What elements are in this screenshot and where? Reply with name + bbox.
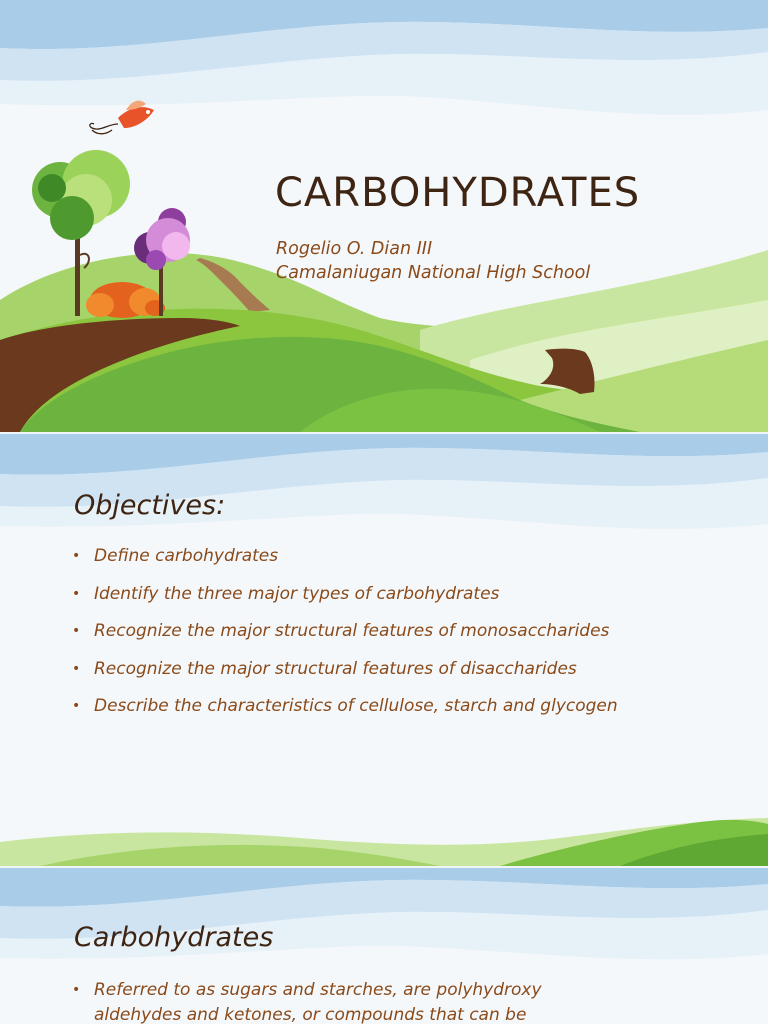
list-item: • Referred to as sugars and starches, are polyhydroxy aldehydes and ketones, or compounds that can be <box>72 978 632 1024</box>
carbohydrates-heading: Carbohydrates <box>74 922 274 953</box>
objectives-heading: Objectives: <box>74 490 226 521</box>
landscape-illustration <box>0 0 768 432</box>
list-item: • Describe the characteristics of cellulose, starch and glycogen <box>72 694 618 732</box>
list-item: • Recognize the major structural features of disaccharides <box>72 657 618 695</box>
presentation-title: CARBOHYDRATES <box>275 170 641 216</box>
list-item: • Recognize the major structural features of monosaccharides <box>72 619 618 657</box>
school-name: Camalaniugan National High School <box>276 263 591 283</box>
list-item: • Identify the three major types of carbohydrates <box>72 582 618 620</box>
objectives-slide <box>0 434 768 866</box>
title-slide <box>0 0 768 432</box>
objectives-list <box>72 544 618 732</box>
author-name: Rogelio O. Dian III <box>276 239 433 259</box>
carbohydrates-list <box>72 978 632 1024</box>
carbohydrates-slide <box>0 868 768 1024</box>
presentation-subtitle <box>276 237 590 285</box>
list-item: • Define carbohydrates <box>72 544 618 582</box>
